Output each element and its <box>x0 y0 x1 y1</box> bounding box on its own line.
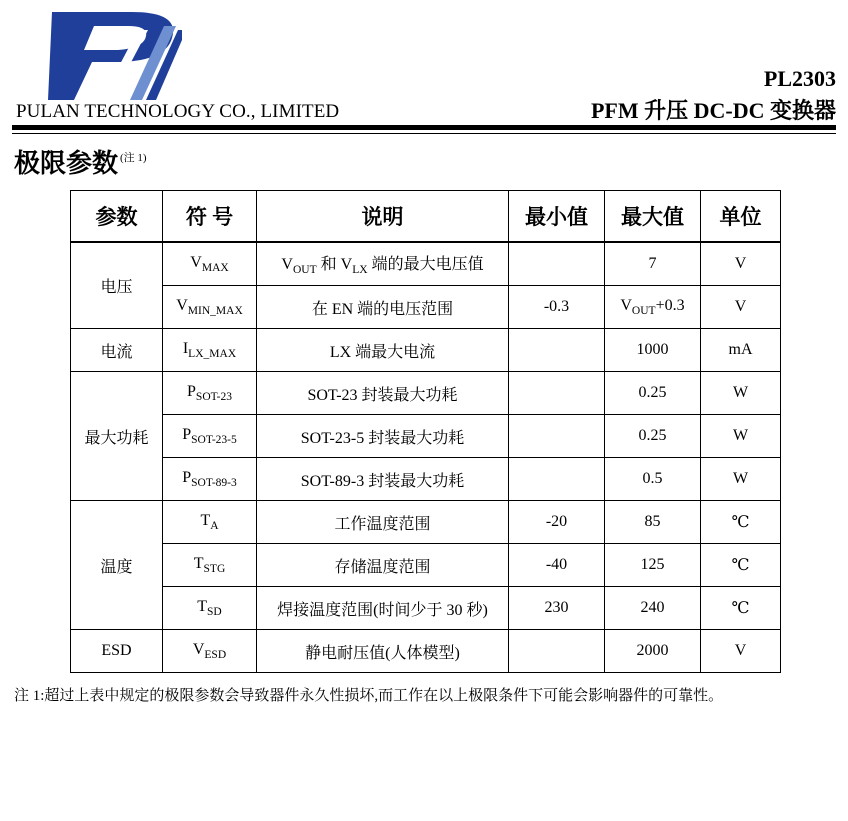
max-cell: 2000 <box>605 630 701 673</box>
table-row <box>71 587 781 630</box>
max-cell: 85 <box>605 501 701 544</box>
max-cell: 1000 <box>605 329 701 372</box>
header-description: 说明 <box>257 191 509 243</box>
description-cell: SOT-89-3 封装最大功耗 <box>257 458 509 501</box>
min-cell: -40 <box>509 544 605 587</box>
description-cell: 在 EN 端的电压范围 <box>257 286 509 329</box>
description-cell: 存储温度范围 <box>257 544 509 587</box>
unit-cell: W <box>701 372 781 415</box>
min-cell: -0.3 <box>509 286 605 329</box>
company-name: PULAN TECHNOLOGY CO., LIMITED <box>16 101 340 122</box>
absolute-max-ratings-table <box>70 190 781 673</box>
part-number: PL2303 <box>763 66 836 91</box>
header-min: 最小值 <box>509 191 605 243</box>
min-cell <box>509 415 605 458</box>
header-rule-thin <box>12 133 836 134</box>
unit-cell: ℃ <box>701 501 781 544</box>
max-cell: 125 <box>605 544 701 587</box>
table-row <box>71 415 781 458</box>
table-row <box>71 372 781 415</box>
min-cell <box>509 329 605 372</box>
min-cell <box>509 372 605 415</box>
unit-cell: W <box>701 415 781 458</box>
table-row <box>71 630 781 673</box>
max-cell: 7 <box>605 242 701 286</box>
description-cell: SOT-23-5 封装最大功耗 <box>257 415 509 458</box>
unit-cell: ℃ <box>701 544 781 587</box>
min-cell <box>509 242 605 286</box>
group-cell: ESD <box>71 630 163 673</box>
max-cell: 0.25 <box>605 372 701 415</box>
min-cell <box>509 630 605 673</box>
symbol-cell: $V_{MIN\_MAX}$ <box>163 286 257 329</box>
unit-cell: V <box>701 630 781 673</box>
unit-cell: V <box>701 286 781 329</box>
min-cell <box>509 458 605 501</box>
group-cell: 电流 <box>71 329 163 372</box>
header-unit: 单位 <box>701 191 781 243</box>
unit-cell: ℃ <box>701 587 781 630</box>
section-title-text: 极限参数 <box>14 149 119 178</box>
group-cell: 最大功耗 <box>71 372 163 501</box>
symbol-cell: $V_{MAX}$ <box>163 242 257 286</box>
group-cell: 电压 <box>71 242 163 329</box>
max-cell: $V_{OUT}+0.3$ <box>605 286 701 329</box>
table-row <box>71 329 781 372</box>
description-cell: $V_{OUT}$ 和 $V_{LX}$ 端的最大电压值 <box>257 242 509 286</box>
description-cell: 工作温度范围 <box>257 501 509 544</box>
company-logo <box>22 8 182 104</box>
table-row <box>71 501 781 544</box>
max-cell: 240 <box>605 587 701 630</box>
table-header-row <box>71 191 781 243</box>
symbol-cell: $V_{ESD}$ <box>163 630 257 673</box>
symbol-cell: $P_{SOT-23}$ <box>163 372 257 415</box>
document-subtitle: PFM 升压 DC-DC 变换器 <box>590 98 836 123</box>
min-cell: 230 <box>509 587 605 630</box>
symbol-cell: $P_{SOT-23-5}$ <box>163 415 257 458</box>
description-cell: 静电耐压值(人体模型) <box>257 630 509 673</box>
description-cell: 焊接温度范围(时间少于 30 秒) <box>257 587 509 630</box>
footnote: 注 1:超过上表中规定的极限参数会导致器件永久性损坏,而工作在以上极限条件下可能会影响器件的可靠性。 <box>14 688 724 704</box>
group-cell: 温度 <box>71 501 163 630</box>
section-title <box>14 143 147 180</box>
description-cell: LX 端最大电流 <box>257 329 509 372</box>
symbol-cell: $T_{SD}$ <box>163 587 257 630</box>
table-row <box>71 458 781 501</box>
symbol-cell: $T_A$ <box>163 501 257 544</box>
header-param: 参数 <box>71 191 163 243</box>
header-max: 最大值 <box>605 191 701 243</box>
unit-cell: mA <box>701 329 781 372</box>
max-cell: 0.25 <box>605 415 701 458</box>
table-row <box>71 242 781 286</box>
header-symbol: 符 号 <box>163 191 257 243</box>
min-cell: -20 <box>509 501 605 544</box>
unit-cell: V <box>701 242 781 286</box>
max-cell: 0.5 <box>605 458 701 501</box>
description-cell: SOT-23 封装最大功耗 <box>257 372 509 415</box>
symbol-cell: $T_{STG}$ <box>163 544 257 587</box>
table-row <box>71 544 781 587</box>
symbol-cell: $P_{SOT-89-3}$ <box>163 458 257 501</box>
unit-cell: W <box>701 458 781 501</box>
header-rule-thick <box>12 125 836 130</box>
table-row <box>71 286 781 329</box>
symbol-cell: $I_{LX\_MAX}$ <box>163 329 257 372</box>
section-note-mark: (注 1) <box>120 152 147 164</box>
